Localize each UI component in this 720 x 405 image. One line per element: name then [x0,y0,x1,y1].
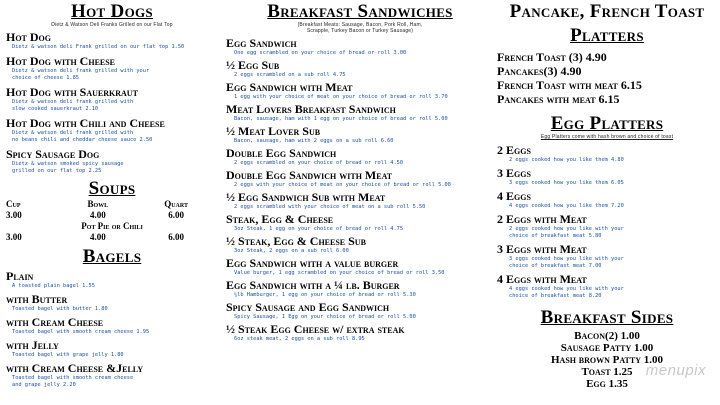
soup-bowl-price: 4.00 [89,210,106,220]
egg-platter-item-desc: 2 eggs cooked how you like them 4.80 [509,157,624,163]
sandwich-item [226,103,494,123]
hotdog-item-name: Hot Dog with Cheese [6,54,116,68]
bagel-item [6,293,218,313]
sandwiches-list [226,37,494,343]
pot-pie-quart-price: 6.00 [168,232,184,242]
sandwich-item-name: ½ Steak Egg Cheese w/ extra steak [226,322,405,336]
sandwich-item-desc: 1 egg with your choice of meat on your choice of bread or roll 3.70 [234,94,448,100]
sandwich-item-name: Double Egg Sandwich with Meat [226,168,393,182]
sandwich-item-name: ½ Egg Sub [226,58,280,72]
egg-platter-item-desc: 3 eggs cooked how you like them 6.05 [509,180,624,186]
hotdog-item-desc: choice of cheese 1.85 [12,75,79,81]
egg-platter-item-name: 3 Eggs with Meat [497,242,587,256]
hotdogs-subtitle: Dietz & Watson Deli Franks Grilled on our Flat Top [51,22,173,28]
soup-quart-price: 6.00 [168,210,184,220]
side-item: Hash brown Patty 1.00 [551,354,663,366]
eggs-title: Egg Platters [550,113,664,134]
sandwich-item-name: Egg Sandwich with Meat [226,80,353,94]
hotdog-item-desc: Dietz & watson deli frank grilled with [12,130,134,136]
hotdog-item-desc: Dietz & watson deli frank grilled with your [12,68,150,74]
hotdog-item-name: Hot Dog with Sauerkraut [6,85,138,99]
sandwich-item [226,191,494,211]
bagel-item-name: Plain [6,269,34,283]
sandwich-item-name: Spicy Sausage and Egg Sandwich [226,300,390,314]
sandwich-item [226,257,494,277]
hotdog-item-name: Spicy Sausage Dog [6,147,100,161]
hotdog-item-desc: grilled on our flat top 2.25 [12,168,102,174]
sandwich-item-name: Meat Lovers Breakfast Sandwich [226,102,396,116]
hotdog-item-name: Hot Dog [6,30,52,44]
hotdog-item [6,86,218,113]
side-item: Toast 1.25 [581,366,633,378]
sandwich-item [226,279,494,299]
egg-platter-item [497,144,717,164]
sandwich-item [226,125,494,145]
sandwich-item-name: Egg Sandwich with a ¼ lb. Burger [226,278,400,292]
bagel-item [6,362,218,389]
sandwich-item-desc: 2 eggs scrambled on your choice of bread or roll 4.50 [234,160,404,166]
pot-pie-label: Pot Pie or Chili [81,221,143,231]
egg-platter-item [497,167,717,187]
egg-platter-item-name: 4 Eggs with Meat [497,272,587,286]
bagel-item [6,270,218,290]
left-column [6,0,218,392]
egg-platter-item-desc: choice of breakfast meat 8.20 [509,293,602,299]
soup-cup-price: 3.00 [6,210,22,220]
hotdog-item-name: Hot Dog with Chili and Cheese [6,116,165,130]
pot-pie-cup-price: 3.00 [6,232,22,242]
eggs-list [497,144,717,300]
right-column [497,0,717,390]
egg-platter-item [497,190,717,210]
hotdog-item [6,31,218,51]
sandwich-item [226,81,494,101]
sandwich-item [226,323,494,343]
egg-platter-item-desc: 2 eggs cooked how you like with your [509,226,624,232]
egg-platter-item-desc: 3 eggs cooked how you like with your [509,256,624,262]
sandwich-item-name: Steak, Egg & Cheese [226,212,334,226]
sandwich-item [226,301,494,321]
hotdog-item [6,55,218,82]
sandwich-item [226,169,494,189]
bagel-item-desc: Toasted bagel with grape jelly 1.80 [12,352,124,358]
pancake-item: French Toast with meat 6.15 [497,78,642,92]
middle-column [226,0,494,345]
side-item: Sausage Patty 1.00 [560,342,654,354]
watermark: menupix [645,362,706,379]
sandwich-item-desc: 3oz Steak, 2 eggs on a sub roll 6.00 [234,248,349,254]
sandwich-item-name: Egg Sandwich [226,36,297,50]
bagels-title: Bagels [82,246,142,267]
sandwich-item-desc: 2 eggs scrambled on a sub roll 4.75 [234,72,346,78]
sides-list [497,330,717,390]
side-item: Egg 1.35 [586,378,628,390]
sandwich-item [226,59,494,79]
bagel-item [6,316,218,336]
egg-platter-item-name: 3 Eggs [497,166,531,180]
hotdog-item-desc: slow cooked sauerkraut 2.10 [12,106,99,112]
egg-platter-item-name: 2 Eggs with Meat [497,212,587,226]
hotdog-item-desc: Dietz & watson deli Frank grilled on our flat top 1.50 [12,44,185,50]
pancake-item: Pancakes with meat 6.15 [497,92,620,106]
soups-table [6,199,218,243]
sandwich-item-name: Egg Sandwich with a value burger [226,256,399,270]
soups-title: Soups [88,178,136,199]
hotdog-item-desc: no beans chili and cheddar cheese sauce 2.50 [12,137,153,143]
sandwich-item [226,147,494,167]
sandwich-item [226,213,494,233]
side-item: Bacon(2) 1.00 [574,330,640,342]
sides-title: Breakfast Sides [540,307,674,328]
sandwiches-subtitle-1: (Breakfast Meats: Sausage, Bacon, Pork Roll, Ham, [297,22,423,28]
pancake-item: Pancakes(3) 4.90 [497,64,582,78]
sandwich-item-desc: ¼lb Hamburger, 1 egg on your choice of bread or roll 5.30 [234,292,416,298]
bagel-item-name: with Jelly [6,338,59,352]
hotdog-item-desc: Dietz & watson deli frank grilled with [12,99,134,105]
sandwich-item-desc: 6oz steak meat, 2 eggs on a sub roll 8.95 [234,336,365,342]
egg-platter-item-desc: choice of breakfast meat 7.00 [509,263,602,269]
egg-platter-item [497,213,717,240]
sandwich-item-desc: Value burger, 1 egg scrambled on your choice of bread or roll 3.50 [234,270,445,276]
sandwich-item-name: ½ Egg Sandwich Sub with Meat [226,190,386,204]
sandwiches-subtitle-2: Scrapple, Turkey Bacon or Turkey Sausage) [306,28,414,34]
sandwich-item-name: ½ Meat Lover Sub [226,124,321,138]
sandwich-item [226,37,494,57]
pancake-item: French Toast (3) 4.90 [497,50,607,64]
egg-platter-item-desc: 4 eggs cooked how you like with your [509,286,624,292]
sandwich-item-desc: 2 eggs scrambled with your choice of meat on a sub roll 5.50 [234,204,426,210]
pancakes-title-2: Platters [570,25,644,46]
hotdog-item-desc: Dietz & watson smoked spicy sausage [12,161,124,167]
soup-bowl-label: Bowl [87,199,109,209]
soup-quart-label: Quart [164,199,188,209]
sandwich-item-desc: 2 eggs with your choice of meat on your choice of bread or roll 5.00 [234,182,451,188]
bagel-item-desc: Toasted bagel with smooth cream cheese 1.95 [12,329,150,335]
sandwich-item-desc: 3oz Steak, 1 egg on your choice of bread or roll 4.75 [234,226,404,232]
hotdog-item [6,148,218,175]
sandwich-item-name: ½ Steak, Egg & Cheese Sub [226,234,366,248]
sandwich-item-desc: One egg scrambled on your choice of bread or roll 3.00 [234,50,407,56]
hotdogs-list [6,31,218,175]
sandwich-item-desc: Bacon, sausage, ham with 2 eggs on a sub roll 6.60 [234,138,394,144]
sandwich-item-name: Double Egg Sandwich [226,146,337,160]
egg-platter-item-desc: choice of breakfast meat 5.80 [509,233,602,239]
bagel-item-desc: Toasted bagel with smooth cream cheese [12,375,134,381]
egg-platter-item-desc: 4 eggs cooked how you like them 7.20 [509,203,624,209]
hotdogs-title: Hot Dogs [71,1,153,22]
bagel-item-name: with Butter [6,292,68,306]
sandwich-item [226,235,494,255]
egg-platter-item-name: 4 Eggs [497,189,531,203]
egg-platter-item-name: 2 Eggs [497,143,531,157]
bagel-item-name: with Cream Cheese [6,315,104,329]
pot-pie-bowl-price: 4.00 [89,232,106,242]
sandwiches-title: Breakfast Sandwiches [267,1,453,22]
sandwich-item-desc: Bacon, sausage, ham with 1 egg on your choice of bread or roll 5.00 [234,116,448,122]
bagel-item-desc: Toasted bagel with butter 1.80 [12,306,108,312]
bagels-list [6,270,218,389]
soup-cup-label: Cup [6,199,21,209]
bagel-item-desc: A toasted plain bagel 1.55 [12,283,95,289]
pancakes-list [497,50,717,106]
sandwich-item-desc: Spicy Sausage, 1 Egg on your choice of bread or roll 5.00 [234,314,416,320]
bagel-item-name: with Cream Cheese &Jelly [6,361,144,375]
hotdog-item [6,117,218,144]
eggs-subtitle: Egg Platters come with hash brown and choice of toast [540,134,674,140]
bagel-item [6,339,218,359]
pancakes-title-1: Pancake, French Toast [509,1,705,22]
egg-platter-item [497,243,717,270]
egg-platter-item [497,273,717,300]
bagel-item-desc: and grape jelly 2.20 [12,382,76,388]
